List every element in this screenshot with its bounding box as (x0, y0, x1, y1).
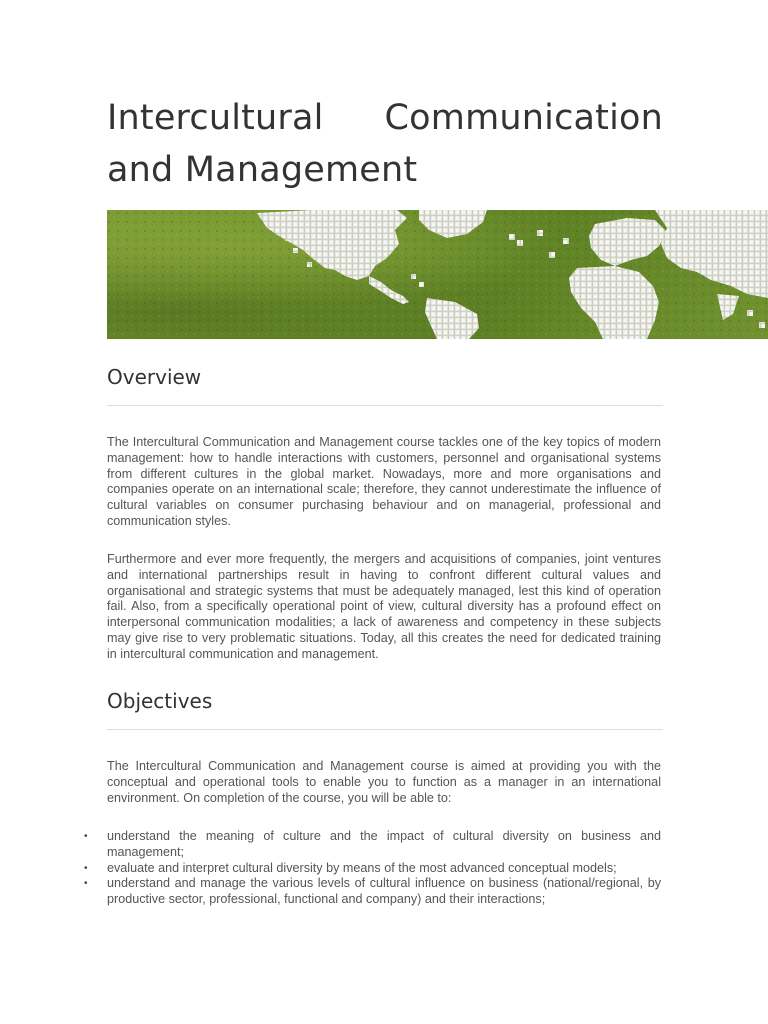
objective-text: understand the meaning of culture and the impact of cultural diversity on business and management; (107, 829, 661, 859)
world-map-banner (107, 210, 768, 339)
bullet-icon: • (84, 862, 88, 874)
bullet-icon: • (84, 831, 88, 842)
objective-item (84, 829, 661, 861)
objectives-divider (107, 729, 663, 730)
objective-item (84, 876, 661, 908)
overview-divider (107, 405, 663, 406)
overview-paragraph-1: The Intercultural Communication and Management course tackles one of the key topics of modern management: how to handle interactions with customers, personnel and organisational systems from different cultures in the global market. Nowadays, more and more organisations and companies operate on an international scale; therefore, they cannot underestimate the influence of cultural variables on consumer purchasing behaviour and on managerial, professional and communication styles. (107, 435, 661, 528)
overview-heading: Overview (107, 365, 202, 389)
objective-text: evaluate and interpret cultural diversity by means of the most advanced conceptual models; (107, 860, 617, 875)
overview-paragraph-2: Furthermore and ever more frequently, the mergers and acquisitions of companies, joint ventures and international partnerships result in having to confront different cultural values and organisational and strategic systems that must be adequately managed, lest this kind of operation fail. Also, from a specifically operational point of view, cultural diversity has a profound effect on interpersonal communication modalities; a lack of awareness and competency in these subjects may give rise to very problematic situations. Today, all this creates the need for dedicated training in intercultural communication and management. (107, 552, 661, 661)
page-title: Intercultural Communication and Management (107, 98, 663, 190)
objectives-intro: The Intercultural Communication and Management course is aimed at providing you with the conceptual and operational tools to enable you to function as a manager in an international environment. On completion of the course, you will be able to: (107, 759, 661, 805)
bullet-icon: • (84, 878, 88, 890)
objectives-heading: Objectives (107, 689, 213, 713)
objectives-list (84, 829, 661, 908)
objective-item (84, 861, 661, 877)
world-map-icon (107, 210, 768, 339)
objective-text: understand and manage the various levels of cultural influence on business (national/regional, by productive sector, professional, functional and company) and their interactions; (107, 876, 661, 907)
